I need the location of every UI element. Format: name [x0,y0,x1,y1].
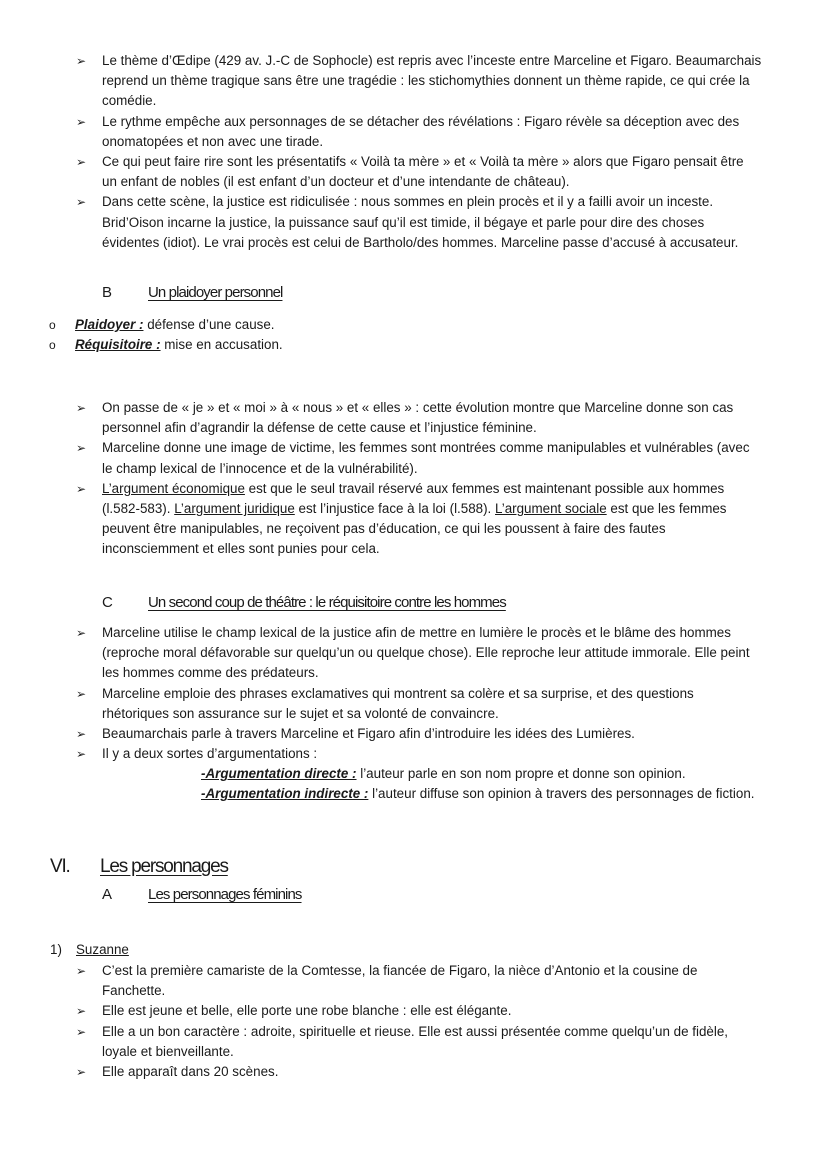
arrow-bullet-icon [76,438,96,458]
list-item: ➢ Marceline utilise le champ lexical de la justice afin de mettre en lumière le procès et le blâme des hommes (reproche moral défavorable sur quelqu’un ou quelque chose). Elle reproche leur attitude immorale. Elle peint les hommes comme des prédateurs. [76,623,762,684]
definition-text: l’auteur parle en son nom propre et donne son opinion. [356,766,686,781]
section-vi-a-letter: A [102,886,112,903]
section-vi-title: Les personnages [100,856,228,877]
circle-bullet-icon [49,335,63,355]
list-item: ➢ Dans cette scène, la justice est ridiculisée : nous sommes en plein procès et il y a failli avoir un inceste. Brid’Oison incarne la justice, la puissance sauf qu’il est timide, il bégaye et parle pour dire des choses évidentes (idiot). Le vrai procès est celui de Bartholo/des hommes. Marceline passe d’accusé à accusateur. [76,192,762,253]
arrow-bullet-icon [76,1001,96,1021]
list-item: ➢ Marceline donne une image de victime, les femmes sont montrées comme manipulables et vulnérables (avec le champ lexical de l’innocence et de la vulnérabilité). [76,438,762,478]
suzanne-name: Suzanne [76,942,129,957]
suzanne-number: 1) [50,942,62,957]
list-item: ➢ C’est la première camariste de la Comtesse, la fiancée de Figaro, la nièce d’Antonio et la cousine de Fanchette. [76,961,762,1001]
suzanne-list [76,961,762,1082]
definition-text: défense d’une cause. [143,317,275,332]
arrow-bullet-icon [76,398,96,418]
list-item: ➢ Il y a deux sortes d’argumentations : [76,744,762,764]
arrow-bullet-icon [76,684,96,704]
arrow-bullet-icon [76,112,96,132]
definition-text: mise en accusation. [160,337,283,352]
list-item: ➢ Le rythme empêche aux personnages de se détacher des révélations : Figaro révèle sa déception avec des onomatopées et non avec une tirade. [76,112,762,152]
section-vi-heading [50,856,228,878]
list-item: ➢ Beaumarchais parle à travers Marceline et Figaro afin d’introduire les idées des Lumières. [76,724,762,744]
underlined-term: L’argument économique [102,480,245,496]
section-vi-a-heading [102,886,302,903]
section-c-title: Un second coup de théâtre : le réquisitoire contre les hommes [148,594,506,611]
section-b-heading [102,284,282,301]
arrow-bullet-icon [76,961,96,981]
arrow-bullet-icon [76,724,96,744]
oedipe-analysis-list [76,51,762,253]
arrow-bullet-icon [76,51,96,71]
section-c-list [76,623,762,764]
argumentation-directe [201,764,686,784]
arrow-bullet-icon [76,744,96,764]
arrow-bullet-icon [76,1022,96,1042]
list-item: ➢ Elle est jeune et belle, elle porte une robe blanche : elle est élégante. [76,1001,762,1021]
list-item: ➢ On passe de « je » et « moi » à « nous » et « elles » : cette évolution montre que Marceline donne son cas personnel afin d’agrandir la défense de cette cause et l’injustice féminine. [76,398,762,438]
definition-term: Réquisitoire : [75,337,161,352]
section-c-letter: C [102,594,112,611]
list-item: ➢ Elle a un bon caractère : adroite, spirituelle et rieuse. Elle est aussi présentée comme quelqu’un de fidèle, loyale et bienveillante. [76,1022,762,1062]
section-c-heading [102,594,506,611]
definition-term: -Argumentation indirecte : [201,786,369,801]
arrow-bullet-icon [76,192,96,212]
list-item: ➢ Marceline emploie des phrases exclamatives qui montrent sa colère et sa surprise, et des questions rhétoriques son assurance sur le sujet et sa volonté de convaincre. [76,684,762,724]
definition-text: l’auteur diffuse son opinion à travers des personnages de fiction. [368,786,755,801]
section-vi-a-title: Les personnages féminins [148,886,302,903]
arrow-bullet-icon [76,1062,96,1082]
section-vi-numeral: VI. [50,856,70,877]
suzanne-heading [50,940,129,960]
definition-term: Plaidoyer : [75,317,144,332]
definition-term: -Argumentation directe : [201,766,357,781]
section-b-letter: B [102,284,112,301]
arrow-bullet-icon [76,479,96,499]
list-item: ➢ L’argument économique est que le seul travail réservé aux femmes est maintenant possible aux hommes (l.582-583). L’argument juridique est l’injustice face à la loi (l.588). L’argument sociale est que les femmes peuvent être manipulables, ne reçoivent pas d’éducation, ce qui les poussent à faire des fautes inconsciemment et elles sont punies pour cela. [76,479,762,560]
argumentation-indirecte [201,784,754,804]
underlined-term: L’argument sociale [495,501,607,517]
underlined-term: L’argument juridique [174,501,295,517]
arrow-bullet-icon [76,152,96,172]
list-item: ➢ Elle apparaît dans 20 scènes. [76,1062,762,1082]
section-b-list [76,398,762,560]
arrow-bullet-icon [76,623,96,643]
list-item: ➢ Le thème d’Œdipe (429 av. J.-C de Sophocle) est repris avec l’inceste entre Marceline et Figaro. Beaumarchais reprend un thème tragique sans être une tragédie : les stichomythies donnent un thème rapide, ce qui crée la comédie. [76,51,762,112]
list-item: ➢ Ce qui peut faire rire sont les présentatifs « Voilà ta mère » et « Voilà ta mère » alors que Figaro pensait être un enfant de nobles (il est enfant d’un docteur et d’une intendante de château). [76,152,762,192]
section-b-title: Un plaidoyer personnel [148,284,283,301]
circle-bullet-icon [49,315,63,335]
